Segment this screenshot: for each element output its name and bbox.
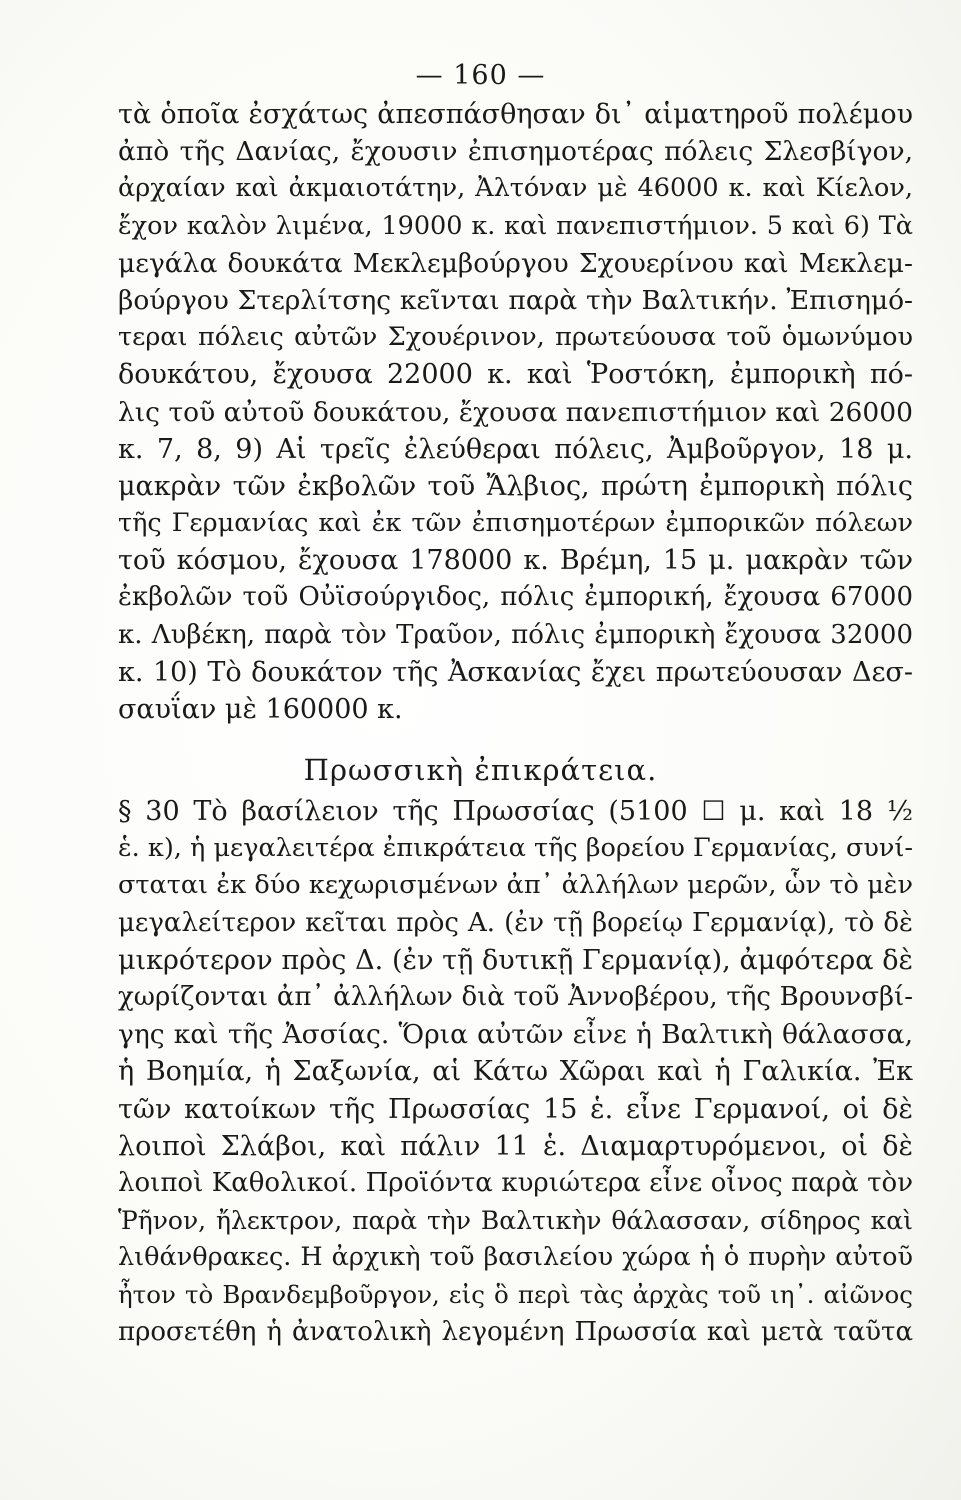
page-number: — 160 — xyxy=(415,60,546,91)
text-line: τῆς Γερμανίας καὶ ἐκ τῶν ἐπισημοτέρων ἐμπορικῶν πόλεων xyxy=(118,508,913,539)
paragraph-2 xyxy=(118,793,913,1351)
text-line: Ῥῆνον, ἤλεκτρον, παρὰ τὴν Βαλτικὴν θάλασσαν, σίδηρος καὶ xyxy=(118,1206,913,1236)
text-line: τῶν κατοίκων τῆς Πρωσσίας 15 ἑ. εἶνε Γερμανοί, οἱ δὲ xyxy=(118,1093,913,1125)
text-line: τεραι πόλεις αὐτῶν Σχουέρινον, πρωτεύουσα τοῦ ὁμωνύμου xyxy=(118,322,913,353)
text-line: ἡ Βοημία, ἡ Σαξωνία, αἱ Κάτω Χῶραι καὶ ἡ Γαλικία. Ἐκ xyxy=(118,1056,913,1088)
text-line: σταται ἐκ δύο κεχωρισμένων ἀπ᾽ ἀλλήλων μερῶν, ὧν τὸ μὲν xyxy=(118,870,913,901)
text-line: τὰ ὁποῖα ἐσχάτως ἀπεσπάσθησαν δι᾽ αἱματηροῦ πολέμου xyxy=(118,99,913,130)
text-line: ἦτον τὸ Βρανδεμβοῦργον, εἰς ὃ περὶ τὰς ἀρχὰς τοῦ ιη᾽. αἰῶνος xyxy=(118,1280,913,1310)
text-line: προσετέθη ἡ ἀνατολικὴ λεγομένη Πρωσσία καὶ μετὰ ταῦτα xyxy=(118,1316,913,1347)
text-line: χωρίζονται ἀπ᾽ ἀλλήλων διὰ τοῦ Ἀννοβέρου, τῆς Βρουνσβί- xyxy=(118,981,913,1012)
text-line: κ. Λυβέκη, παρὰ τὸν Τραῦον, πόλις ἐμπορικὴ ἔχουσα 32000 xyxy=(118,619,913,650)
text-line: κ. 7, 8, 9) Αἱ τρεῖς ἐλεύθεραι πόλεις, Ἀμβοῦργον, 18 μ. xyxy=(118,433,913,465)
text-line: μικρότερον πρὸς Δ. (ἐν τῇ δυτικῇ Γερμανίᾳ), ἀμφότερα δὲ xyxy=(118,944,913,976)
text-line: κ. 10) Τὸ δουκάτον τῆς Ἀσκανίας ἔχει πρωτεύουσαν Δεσ- xyxy=(118,656,913,688)
text-line: ἑ. κ), ἡ μεγαλειτέρα ἐπικράτεια τῆς βορείου Γερμανίας, συνί- xyxy=(118,833,913,864)
text-line: βούργου Στερλίτσης κεῖνται παρὰ τὴν Βαλτικήν. Ἐπισημό- xyxy=(118,284,913,316)
text-line: λιθάνθρακες. Η ἀρχικὴ τοῦ βασιλείου χώρα ἡ ὁ πυρὴν αὐτοῦ xyxy=(118,1242,913,1273)
text-line: λοιποὶ Σλάβοι, καὶ πάλιν 11 ἑ. Διαμαρτυρόμενοι, οἱ δὲ xyxy=(118,1130,913,1162)
section-heading: Πρωσσικὴ ἐπικράτεια. xyxy=(303,753,658,787)
text-line: μεγαλείτερον κεῖται πρὸς Α. (ἐν τῇ βορείῳ Γερμανίᾳ), τὸ δὲ xyxy=(118,907,913,938)
text-line: § 30 Τὸ βασίλειον τῆς Πρωσσίας (5100 ☐ μ. καὶ 18 ½ xyxy=(118,796,913,827)
text-line: ἀπὸ τῆς Δανίας, ἔχουσιν ἐπισημοτέρας πόλεις Σλεσβίγον, xyxy=(118,136,913,168)
text-line: ἐκβολῶν τοῦ Οὐϊσούργιδος, πόλις ἐμπορική, ἔχουσα 67000 xyxy=(118,582,913,613)
paragraph-1 xyxy=(118,96,913,728)
text-line: δουκάτου, ἔχουσα 22000 κ. καὶ Ῥοστόκη, ἐμπορικὴ πό- xyxy=(118,359,913,391)
text-line: ἀρχαίαν καὶ ἀκμαιοτάτην, Ἀλτόναν μὲ 46000 κ. καὶ Κίελον, xyxy=(118,173,913,204)
text-line: λοιποὶ Καθολικοί. Προϊόντα κυριώτερα εἶνε οἶνος παρὰ τὸν xyxy=(118,1167,913,1198)
text-line: μεγάλα δουκάτα Μεκλεμβούργου Σχουερίνου καὶ Μεκλεμ- xyxy=(118,247,913,279)
text-line: γης καὶ τῆς Ἀσσίας. Ὅρια αὐτῶν εἶνε ἡ Βαλτικὴ θάλασσα, xyxy=(118,1019,913,1051)
text-line: ἔχον καλὸν λιμένα, 19000 κ. καὶ πανεπιστήμιον. 5 καὶ 6) Τὰ xyxy=(118,210,913,241)
text-line: λις τοῦ αὐτοῦ δουκάτου, ἔχουσα πανεπιστήμιον καὶ 26000 xyxy=(118,396,913,428)
text-line: σαυΐαν μὲ 160000 κ. xyxy=(118,694,403,725)
text-line: μακρὰν τῶν ἐκβολῶν τοῦ Ἄλβιος, πρώτη ἐμπορικὴ πόλις xyxy=(118,470,913,502)
text-line: τοῦ κόσμου, ἔχουσα 178000 κ. Βρέμη, 15 μ. μακρὰν τῶν xyxy=(118,545,913,577)
